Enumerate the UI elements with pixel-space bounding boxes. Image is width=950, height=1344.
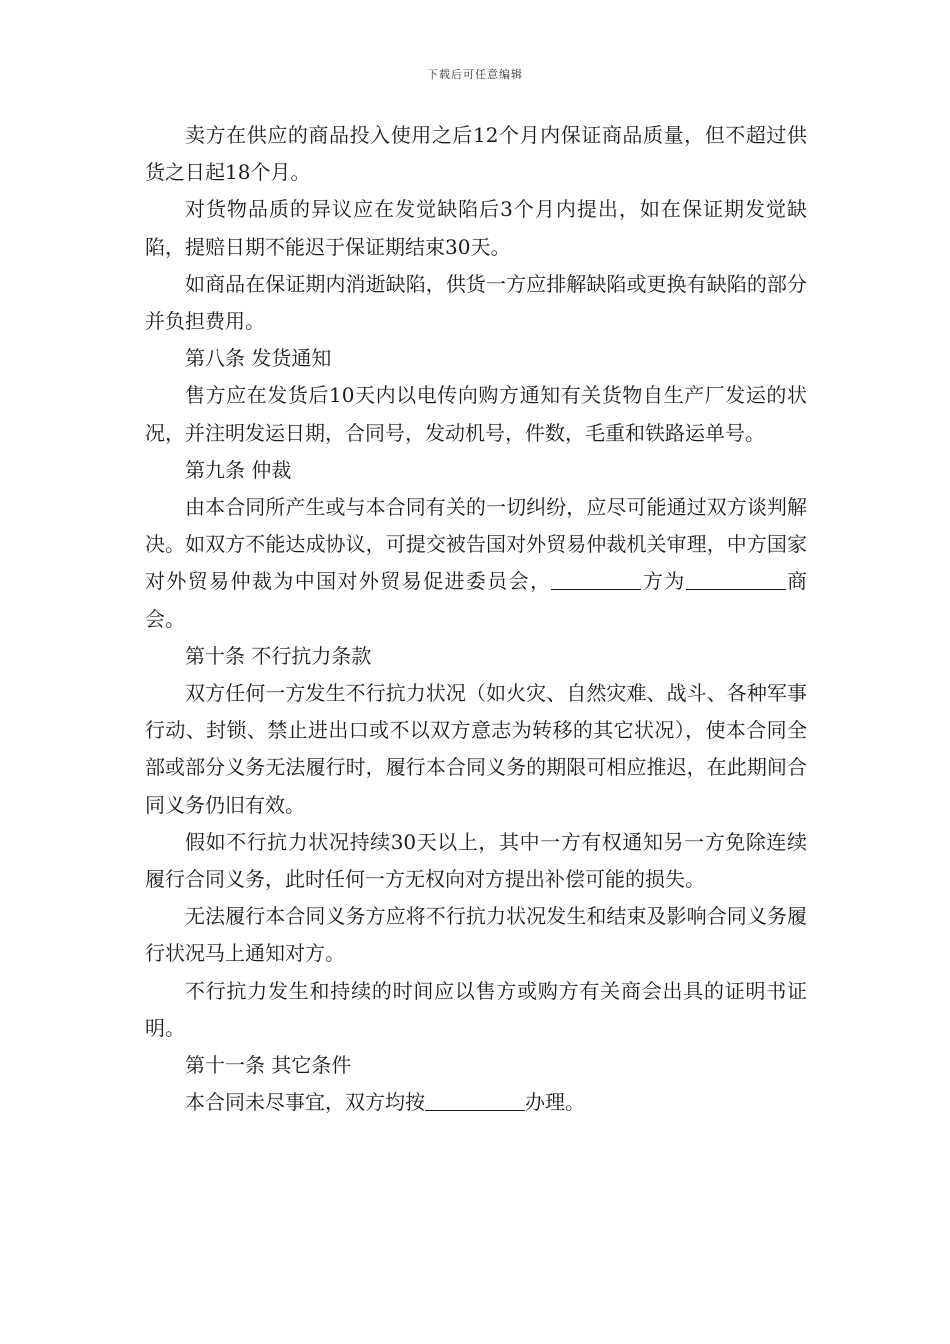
paragraph-arbitration (145, 489, 807, 638)
paragraph-force-majeure-proof: 不行抗力发生和持续的时间应以售方或购方有关商会出具的证明书证明。 (145, 978, 807, 1040)
contract-body (145, 117, 807, 1121)
fill-blank-chamber (686, 569, 786, 590)
article-11-title: 第十一条 其它条件 (185, 1053, 352, 1078)
fill-blank-country (551, 569, 641, 590)
arbitration-text-c: 商会。 (145, 569, 808, 631)
paragraph-force-majeure: 双方任何一方发生不行抗力状况（如火灾、自然灾难、战斗、各种军事行动、封锁、禁止进出口或不以双方意志为转移的其它状况），使本合同全部或部分义务无法履行时，履行本合同义务的期限可相应推迟，在此期间合同义务仍旧有效。 (145, 681, 807, 817)
paragraph-shipping-notice: 售方应在发货后10天内以电传向购方通知有关货物自生产厂发运的状况，并注明发运日期，合同号，发动机号，件数，毛重和铁路运单号。 (145, 383, 807, 445)
arbitration-text-a: 由本合同所产生或与本合同有关的一切纠纷，应尽可能通过双方谈判解决。如双方不能达成协议，可提交被告国对外贸易仲裁机关审理，中方国家对外贸易仲裁为中国对外贸易促进委员会， (145, 495, 807, 594)
paragraph-other-conditions (145, 1084, 807, 1121)
article-10-title: 第十条 不行抗力条款 (185, 643, 372, 668)
arbitration-text-b: 方为 (641, 569, 686, 594)
other-conditions-text-b: 办理。 (525, 1090, 585, 1115)
paragraph-force-majeure-notice: 无法履行本合同义务方应将不行抗力状况发生和结束及影响合同义务履行状况马上通知对方。 (145, 904, 807, 966)
page-header: 下载后可任意编辑 (427, 68, 523, 81)
paragraph-quality-objection: 对货物品质的异议应在发觉缺陷后3个月内提出，如在保证期发觉缺陷，提赔日期不能迟于保证期结束30天。 (145, 197, 807, 259)
paragraph-defect-repair: 如商品在保证期内消逝缺陷，供货一方应排解缺陷或更换有缺陷的部分并负担费用。 (145, 271, 807, 334)
article-9-title: 第九条 仲裁 (185, 457, 292, 482)
paragraph-force-majeure-duration: 假如不行抗力状况持续30天以上，其中一方有权通知另一方免除连续履行合同义务，此时任何一方无权向对方提出补偿可能的损失。 (145, 829, 807, 892)
article-8-title: 第八条 发货通知 (185, 346, 332, 371)
paragraph-warranty-period: 卖方在供应的商品投入使用之后12个月内保证商品质量，但不超过供货之日起18个月。 (145, 123, 807, 185)
fill-blank-handling (425, 1090, 525, 1111)
other-conditions-text-a: 本合同未尽事宜，双方均按 (185, 1090, 425, 1115)
